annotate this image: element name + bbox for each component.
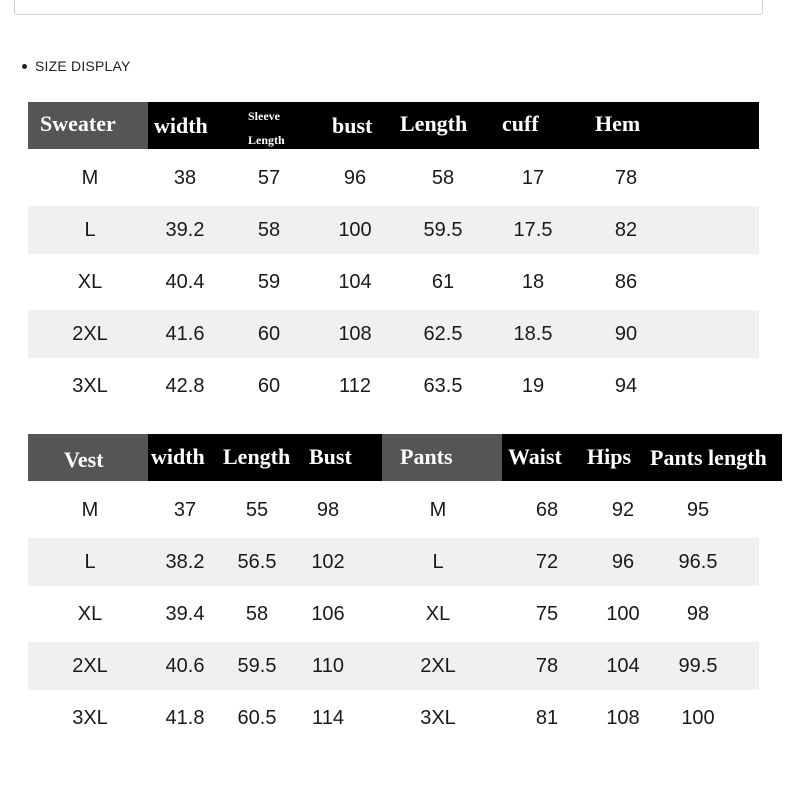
vest-length-cell: 55 bbox=[245, 499, 269, 521]
sweater-header-sleeve-length bbox=[248, 104, 285, 152]
sweater-header-length: Length bbox=[400, 111, 468, 136]
vest-size-cell: M bbox=[81, 499, 99, 521]
pants-header-length: Pants length bbox=[650, 445, 767, 470]
length-cell: 62.5 bbox=[423, 323, 463, 345]
section-title-text: SIZE DISPLAY bbox=[35, 58, 131, 74]
vest-bust-cell: 114 bbox=[312, 707, 344, 729]
vest-length-cell: 56.5 bbox=[237, 551, 277, 573]
pants-waist-cell: 78 bbox=[535, 655, 559, 677]
vest-header-bust: Bust bbox=[309, 444, 352, 469]
vest-width-cell: 40.6 bbox=[165, 655, 205, 677]
sweater-header-bust: bust bbox=[332, 113, 373, 138]
pants-header-waist: Waist bbox=[508, 444, 562, 469]
pants-size-cell: 2XL bbox=[420, 655, 456, 677]
pants-hips-cell: 108 bbox=[606, 707, 640, 729]
pants-length-cell: 100 bbox=[681, 707, 715, 729]
vest-bust-cell: 106 bbox=[311, 603, 345, 625]
bullet-icon bbox=[22, 64, 27, 69]
sweater-header-width: width bbox=[154, 113, 208, 138]
vest-width-cell: 38.2 bbox=[165, 551, 205, 573]
hem-cell: 86 bbox=[614, 271, 638, 293]
cuff-cell: 18 bbox=[521, 271, 545, 293]
pants-waist-cell: 68 bbox=[535, 499, 559, 521]
sweater-header-cuff: cuff bbox=[502, 111, 539, 136]
vest-width-cell: 37 bbox=[173, 499, 197, 521]
sleeve-cell: 60 bbox=[257, 323, 281, 345]
table-row bbox=[28, 694, 759, 742]
section-title bbox=[22, 58, 131, 74]
size-cell: XL bbox=[77, 271, 103, 293]
sweater-title: Sweater bbox=[40, 111, 116, 136]
length-cell: 63.5 bbox=[423, 375, 463, 397]
table-row bbox=[28, 154, 759, 202]
pants-waist-cell: 81 bbox=[535, 707, 559, 729]
sleeve-cell: 57 bbox=[257, 167, 281, 189]
hem-cell: 82 bbox=[614, 219, 638, 241]
table-row bbox=[28, 206, 759, 254]
sleeve-cell: 59 bbox=[257, 271, 281, 293]
size-cell: 3XL bbox=[72, 375, 108, 397]
width-cell: 41.6 bbox=[165, 323, 205, 345]
pants-length-cell: 96.5 bbox=[678, 551, 718, 573]
pants-size-cell: 3XL bbox=[420, 707, 456, 729]
vest-title: Vest bbox=[64, 447, 104, 472]
sweater-header-hem: Hem bbox=[595, 111, 641, 136]
pants-hips-cell: 104 bbox=[606, 655, 640, 677]
size-cell: M bbox=[81, 167, 99, 189]
sleeve-cell: 58 bbox=[257, 219, 281, 241]
table-row bbox=[28, 642, 759, 690]
width-cell: 38 bbox=[173, 167, 197, 189]
pants-length-clip bbox=[650, 440, 782, 476]
pants-length-cell: 95 bbox=[686, 499, 710, 521]
table-row bbox=[28, 310, 759, 358]
pants-header-hips: Hips bbox=[587, 444, 632, 469]
vest-size-cell: L bbox=[84, 551, 96, 573]
length-cell: 61 bbox=[431, 271, 455, 293]
vest-size-cell: 2XL bbox=[72, 655, 108, 677]
vest-bust-cell: 110 bbox=[312, 655, 344, 677]
bust-cell: 100 bbox=[338, 219, 372, 241]
table-row bbox=[28, 362, 759, 410]
hem-cell: 94 bbox=[614, 375, 638, 397]
width-cell: 42.8 bbox=[165, 375, 205, 397]
vest-bust-cell: 102 bbox=[311, 551, 345, 573]
vest-size-cell: 3XL bbox=[72, 707, 108, 729]
table-row bbox=[28, 486, 759, 534]
vest-width-cell: 41.8 bbox=[165, 707, 205, 729]
pants-size-cell: L bbox=[432, 551, 444, 573]
size-cell: L bbox=[84, 219, 96, 241]
sleeve-cell: 60 bbox=[257, 375, 281, 397]
sleeve-line-2: Length bbox=[248, 133, 285, 147]
pants-size-cell: XL bbox=[425, 603, 451, 625]
vest-length-cell: 60.5 bbox=[237, 707, 277, 729]
pants-hips-cell: 92 bbox=[611, 499, 635, 521]
length-cell: 59.5 bbox=[423, 219, 463, 241]
pants-hips-cell: 100 bbox=[606, 603, 640, 625]
sleeve-line-1: Sleeve bbox=[248, 109, 280, 123]
bust-cell: 108 bbox=[338, 323, 372, 345]
top-frame bbox=[14, 0, 763, 15]
pants-waist-cell: 75 bbox=[535, 603, 559, 625]
width-cell: 40.4 bbox=[165, 271, 205, 293]
cuff-cell: 19 bbox=[521, 375, 545, 397]
bust-cell: 112 bbox=[339, 375, 371, 397]
vest-header-length: Length bbox=[223, 444, 291, 469]
table-row bbox=[28, 258, 759, 306]
cuff-cell: 17 bbox=[521, 167, 545, 189]
hem-cell: 90 bbox=[614, 323, 638, 345]
pants-length-cell: 99.5 bbox=[678, 655, 718, 677]
bust-cell: 96 bbox=[343, 167, 367, 189]
length-cell: 58 bbox=[431, 167, 455, 189]
vest-length-cell: 58 bbox=[245, 603, 269, 625]
pants-size-cell: M bbox=[429, 499, 447, 521]
pants-length-cell: 98 bbox=[686, 603, 710, 625]
size-cell: 2XL bbox=[72, 323, 108, 345]
pants-waist-cell: 72 bbox=[535, 551, 559, 573]
cuff-cell: 17.5 bbox=[513, 219, 553, 241]
pants-title: Pants bbox=[400, 444, 453, 469]
table-row bbox=[28, 590, 759, 638]
vest-length-cell: 59.5 bbox=[237, 655, 277, 677]
vest-width-cell: 39.4 bbox=[165, 603, 205, 625]
vest-bust-cell: 98 bbox=[316, 499, 340, 521]
vest-size-cell: XL bbox=[77, 603, 103, 625]
hem-cell: 78 bbox=[614, 167, 638, 189]
bust-cell: 104 bbox=[338, 271, 372, 293]
pants-hips-cell: 96 bbox=[611, 551, 635, 573]
cuff-cell: 18.5 bbox=[513, 323, 553, 345]
table-row bbox=[28, 538, 759, 586]
width-cell: 39.2 bbox=[165, 219, 205, 241]
vest-header-width: width bbox=[151, 444, 205, 469]
